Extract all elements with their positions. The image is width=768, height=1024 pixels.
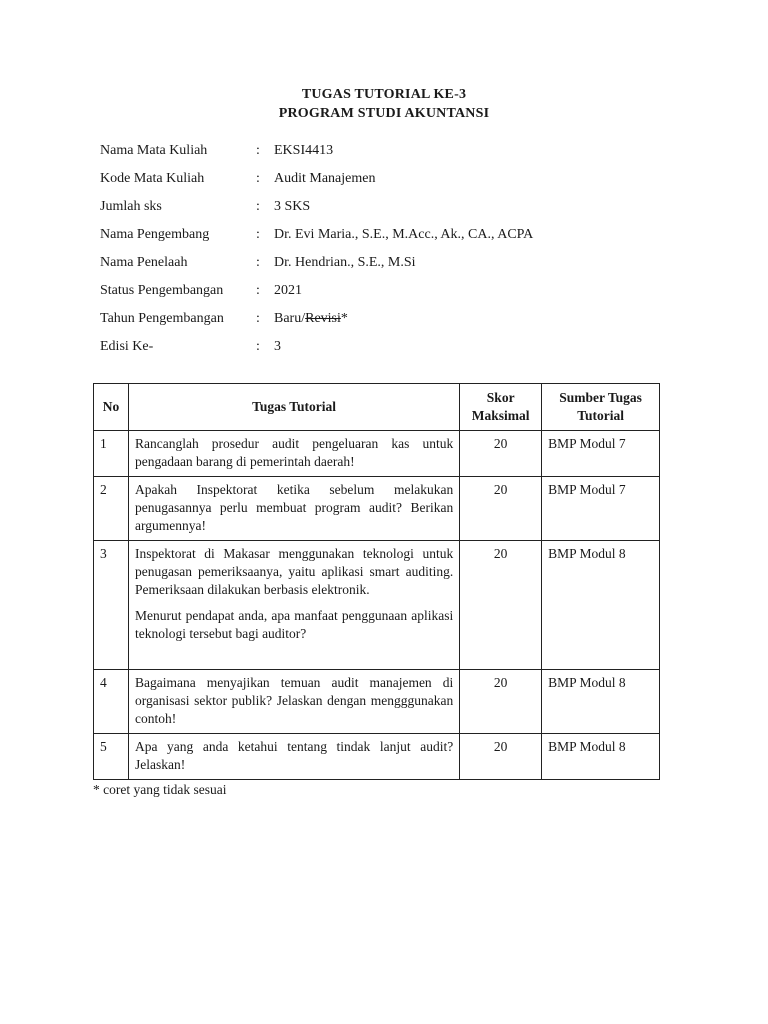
header-no: No bbox=[94, 384, 129, 431]
cell-task: Apa yang anda ketahui tentang tindak lanjut audit? Jelaskan! bbox=[128, 734, 459, 780]
info-value-plain: Baru/ bbox=[274, 311, 306, 326]
info-value: 2021 bbox=[274, 283, 302, 298]
header-score-line2: Maksimal bbox=[471, 408, 530, 423]
table-row bbox=[94, 477, 660, 541]
cell-score: 20 bbox=[460, 541, 542, 670]
header-score-line1: Skor bbox=[486, 390, 515, 405]
cell-task-paragraph: Menurut pendapat anda, apa manfaat penggunaan aplikasi teknologi tersebut bagi auditor? bbox=[134, 608, 454, 641]
cell-score: 20 bbox=[460, 477, 542, 541]
info-label: Kode Mata Kuliah bbox=[100, 171, 205, 186]
document-title: TUGAS TUTORIAL KE-3 bbox=[301, 87, 467, 102]
document-subtitle: PROGRAM STUDI AKUNTANSI bbox=[278, 106, 490, 121]
table-row bbox=[94, 670, 660, 734]
info-label: Nama Pengembang bbox=[100, 227, 210, 242]
footnote: * coret yang tidak sesuai bbox=[93, 782, 227, 797]
header-task: Tugas Tutorial bbox=[128, 384, 459, 431]
info-colon: : bbox=[256, 227, 260, 242]
cell-score: 20 bbox=[460, 670, 542, 734]
cell-score: 20 bbox=[460, 431, 542, 477]
info-colon: : bbox=[256, 171, 260, 186]
info-colon: : bbox=[256, 311, 260, 326]
cell-task: Apakah Inspektorat ketika sebelum melakukan penugasannya perlu membuat program audit? Berikan argumennya! bbox=[128, 477, 459, 541]
cell-task-paragraph: Inspektorat di Makasar menggunakan teknologi untuk penugasan pemeriksaanya, yaitu aplikasi smart auditing. Pemeriksaan dilakukan berbasis elektronik. bbox=[134, 546, 454, 597]
cell-source: BMP Modul 8 bbox=[542, 541, 660, 670]
info-label: Tahun Pengembangan bbox=[100, 311, 224, 326]
cell-no: 1 bbox=[94, 431, 129, 477]
info-colon: : bbox=[256, 143, 260, 158]
info-value: EKSI4413 bbox=[274, 143, 334, 158]
info-value-suffix: * bbox=[340, 311, 348, 326]
cell-no: 5 bbox=[94, 734, 129, 780]
cell-source: BMP Modul 8 bbox=[542, 734, 660, 780]
info-value-struck: Revisi bbox=[305, 311, 341, 326]
info-colon: : bbox=[256, 199, 260, 214]
tasks-table bbox=[93, 383, 660, 780]
cell-task: Bagaimana menyajikan temuan audit manajemen di organisasi sektor publik? Jelaskan dengan mengggunakan contoh! bbox=[128, 670, 459, 734]
info-colon: : bbox=[256, 283, 260, 298]
info-label: Nama Penelaah bbox=[100, 255, 188, 270]
cell-no: 4 bbox=[94, 670, 129, 734]
info-label: Nama Mata Kuliah bbox=[100, 143, 208, 158]
table-header-row bbox=[94, 384, 660, 431]
info-label: Status Pengembangan bbox=[100, 283, 224, 298]
cell-source: BMP Modul 7 bbox=[542, 477, 660, 541]
info-value: Dr. Evi Maria., S.E., M.Acc., Ak., CA., ACPA bbox=[274, 227, 534, 242]
cell-task: Rancanglah prosedur audit pengeluaran kas untuk pengadaan barang di pemerintah daerah! bbox=[128, 431, 459, 477]
header-source-line2: Tutorial bbox=[577, 408, 624, 423]
header-source-line1: Sumber Tugas bbox=[559, 390, 642, 405]
info-value: Audit Manajemen bbox=[274, 171, 376, 186]
info-value: 3 bbox=[274, 339, 281, 354]
cell-source: BMP Modul 7 bbox=[542, 431, 660, 477]
table-row bbox=[94, 431, 660, 477]
info-value: Dr. Hendrian., S.E., M.Si bbox=[274, 255, 416, 270]
info-value: 3 SKS bbox=[274, 199, 311, 214]
cell-no: 2 bbox=[94, 477, 129, 541]
table-row bbox=[94, 734, 660, 780]
header-source bbox=[542, 384, 660, 431]
cell-no: 3 bbox=[94, 541, 129, 670]
cell-score: 20 bbox=[460, 734, 542, 780]
header-score bbox=[460, 384, 542, 431]
info-colon: : bbox=[256, 255, 260, 270]
info-label: Edisi Ke- bbox=[100, 339, 154, 354]
info-value bbox=[274, 310, 348, 328]
cell-task bbox=[128, 541, 459, 670]
info-label: Jumlah sks bbox=[100, 199, 162, 214]
cell-source: BMP Modul 8 bbox=[542, 670, 660, 734]
info-colon: : bbox=[256, 339, 260, 354]
table-row bbox=[94, 541, 660, 670]
